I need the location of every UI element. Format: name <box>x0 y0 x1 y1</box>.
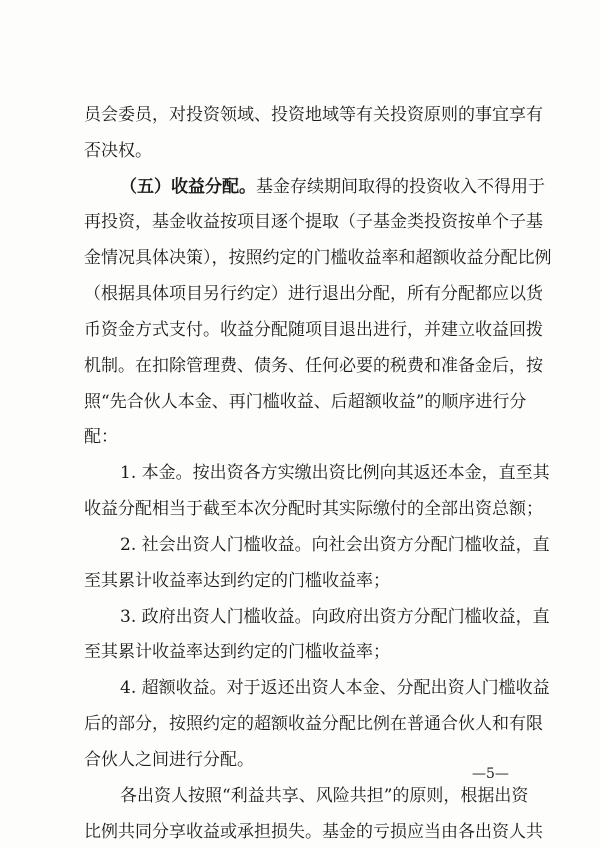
text-line-16: 至其累计收益率达到约定的门槛收益率； <box>84 642 390 662</box>
text-line-12: 收益分配相当于截至本次分配时其实际缴付的全部出资总额； <box>84 499 543 519</box>
text-line-6: （根据具体项目另行约定）进行退出分配，所有分配都应以货 <box>84 284 543 304</box>
text-line-1: 员会委员，对投资领域、投资地域等有关投资原则的事宜享有 <box>84 105 543 125</box>
text-line-5: 金情况具体决策），按照约定的门槛收益率和超额收益分配比例 <box>84 248 552 268</box>
page-number: —5— <box>472 766 509 782</box>
text-line-8: 机制。在扣除管理费、债务、任何必要的税费和准备金后，按 <box>84 356 543 376</box>
text-line-19: 合伙人之间进行分配。 <box>84 750 254 770</box>
text-line-21: 比例共同分享收益或承担损失。基金的亏损应当由各出资人共 <box>84 822 543 842</box>
text-line-14: 至其累计收益率达到约定的门槛收益率； <box>84 571 390 591</box>
text-line-2: 否决权。 <box>84 141 152 161</box>
text-line-4: 再投资，基金收益按项目逐个提取（子基金类投资按单个子基 <box>84 212 543 232</box>
section-heading: （五）收益分配。 <box>120 177 256 197</box>
text-line-10: 配： <box>84 427 118 447</box>
text-line-3 <box>120 177 545 197</box>
text-line-15: 3. 政府出资人门槛收益。向政府出资方分配门槛收益，直 <box>120 607 550 627</box>
text-line-11: 1. 本金。按出资各方实缴出资比例向其返还本金，直至其 <box>120 463 550 483</box>
text-line-18: 后的部分，按照约定的超额收益分配比例在普通合伙人和有限 <box>84 714 543 734</box>
text-line-13: 2. 社会出资人门槛收益。向社会出资方分配门槛收益，直 <box>120 535 550 555</box>
text-line-9: 照“先合伙人本金、再门槛收益、后超额收益”的顺序进行分 <box>84 392 527 412</box>
text-line-17: 4. 超额收益。对于返还出资人本金、分配出资人门槛收益 <box>120 678 550 698</box>
text-line-3-content: 基金存续期间取得的投资收入不得用于 <box>256 177 545 197</box>
text-line-20: 各出资人按照“利益共享、风险共担”的原则，根据出资 <box>120 786 529 806</box>
text-line-7: 币资金方式支付。收益分配随项目退出进行，并建立收益回拨 <box>84 320 543 340</box>
